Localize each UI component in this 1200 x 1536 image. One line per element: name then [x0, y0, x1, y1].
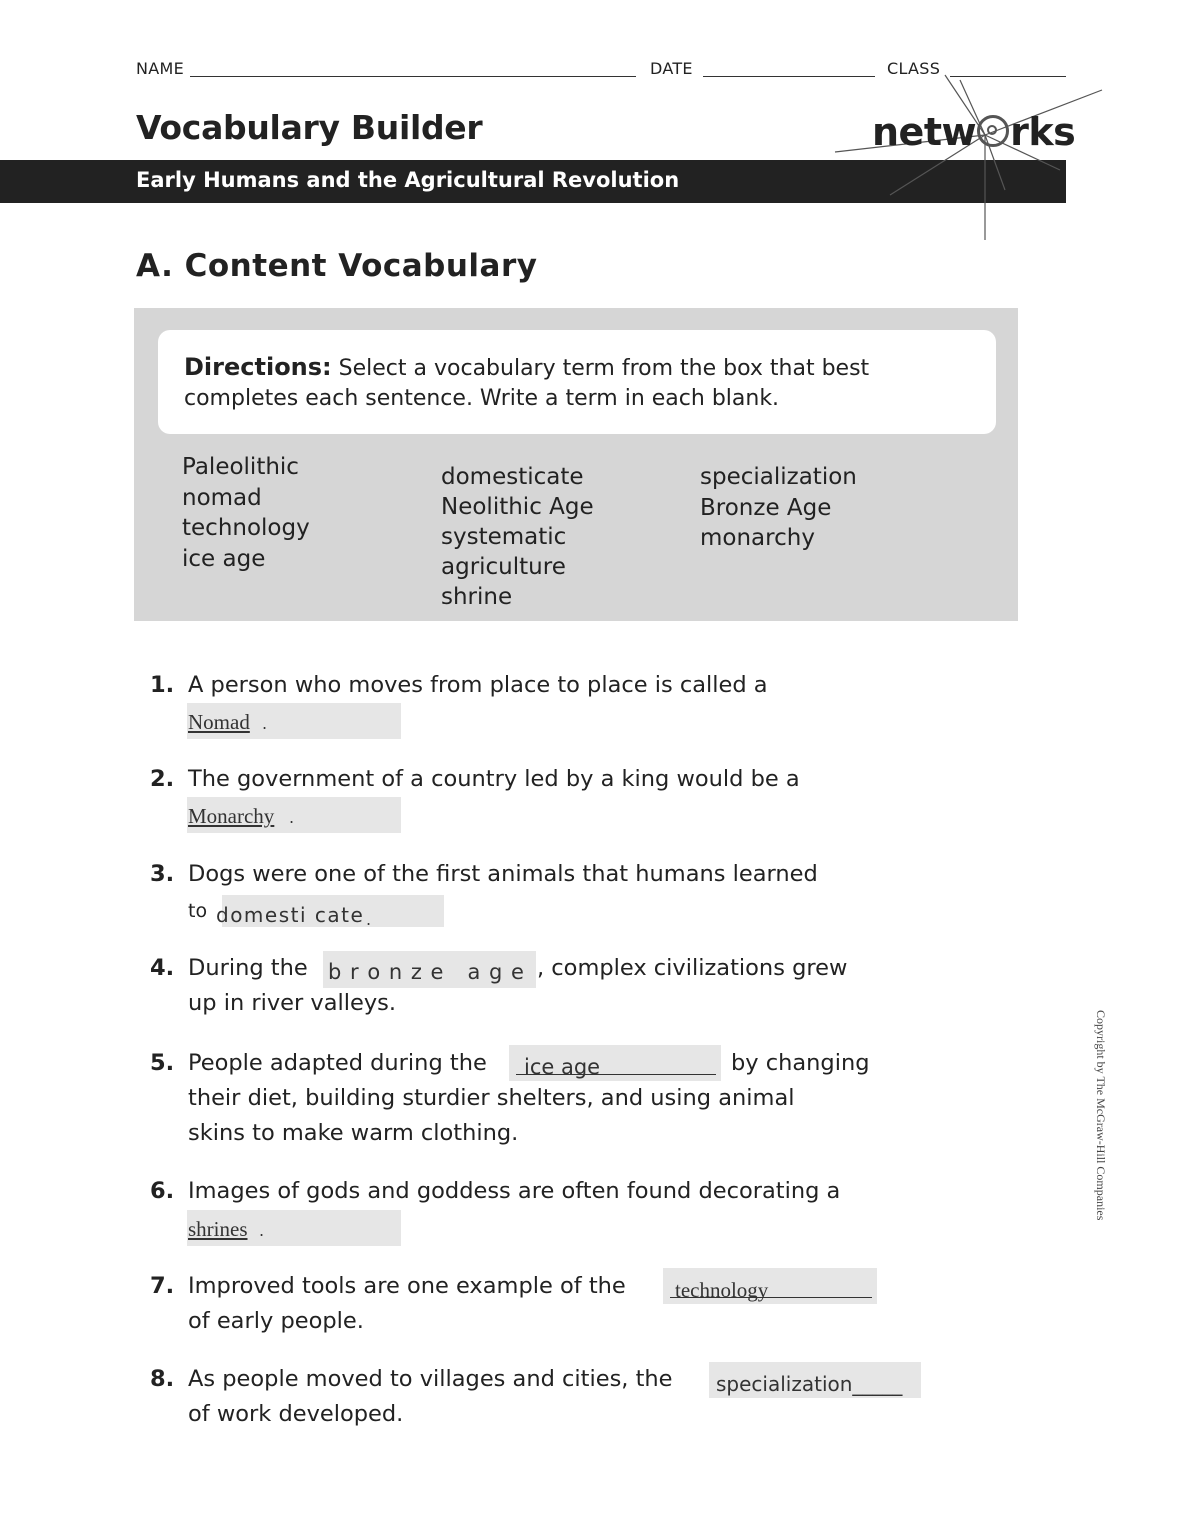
directions-text: Directions: Select a vocabulary term from the box that best completes each sentence. Write a term in each blank.: [184, 353, 870, 411]
banner-title: Early Humans and the Agricultural Revolution: [136, 168, 680, 192]
date-label: DATE: [650, 59, 693, 78]
word-bank-term: nomad: [182, 484, 262, 511]
page-title: Vocabulary Builder: [136, 108, 483, 147]
word-bank-term: Paleolithic: [182, 454, 299, 480]
networks-logo-rays-icon: [820, 70, 1120, 250]
class-label: CLASS: [887, 59, 941, 78]
word-bank-term: shrine: [441, 584, 513, 610]
answer-1: Nomad: [188, 710, 250, 734]
word-bank-column-2: [441, 462, 594, 612]
word-bank-term: systematic: [441, 524, 567, 550]
word-bank-term: agriculture: [441, 554, 566, 580]
answer-2: Monarchy: [188, 804, 275, 828]
answer-5: ice age: [524, 1055, 601, 1079]
word-bank-term: monarchy: [700, 525, 815, 551]
word-bank-term: technology: [182, 515, 310, 541]
section-title: A. Content Vocabulary: [136, 248, 538, 284]
logo-o-icon: [977, 115, 1009, 147]
word-bank-term: Bronze Age: [700, 494, 832, 521]
answer-7: technology: [675, 1278, 769, 1302]
word-bank-term: specialization: [700, 464, 857, 490]
copyright-notice: Copyright by The McGraw-Hill Companies: [1094, 1010, 1108, 1221]
word-bank-term: ice age: [182, 545, 266, 572]
name-field[interactable]: [190, 76, 636, 77]
answer-3: domesti cate: [216, 903, 365, 927]
networks-logo: netw rks: [872, 110, 1076, 154]
answer-4: b r o n z e a g e: [328, 960, 525, 984]
answer-8: specialization_____: [716, 1372, 903, 1396]
word-bank-term: Neolithic Age: [441, 494, 594, 520]
word-bank-column-1: [182, 452, 310, 574]
word-bank-term: domesticate: [441, 464, 584, 490]
word-bank-column-3: [700, 462, 857, 554]
answer-6: shrines: [188, 1217, 248, 1241]
name-label: NAME: [136, 59, 185, 78]
